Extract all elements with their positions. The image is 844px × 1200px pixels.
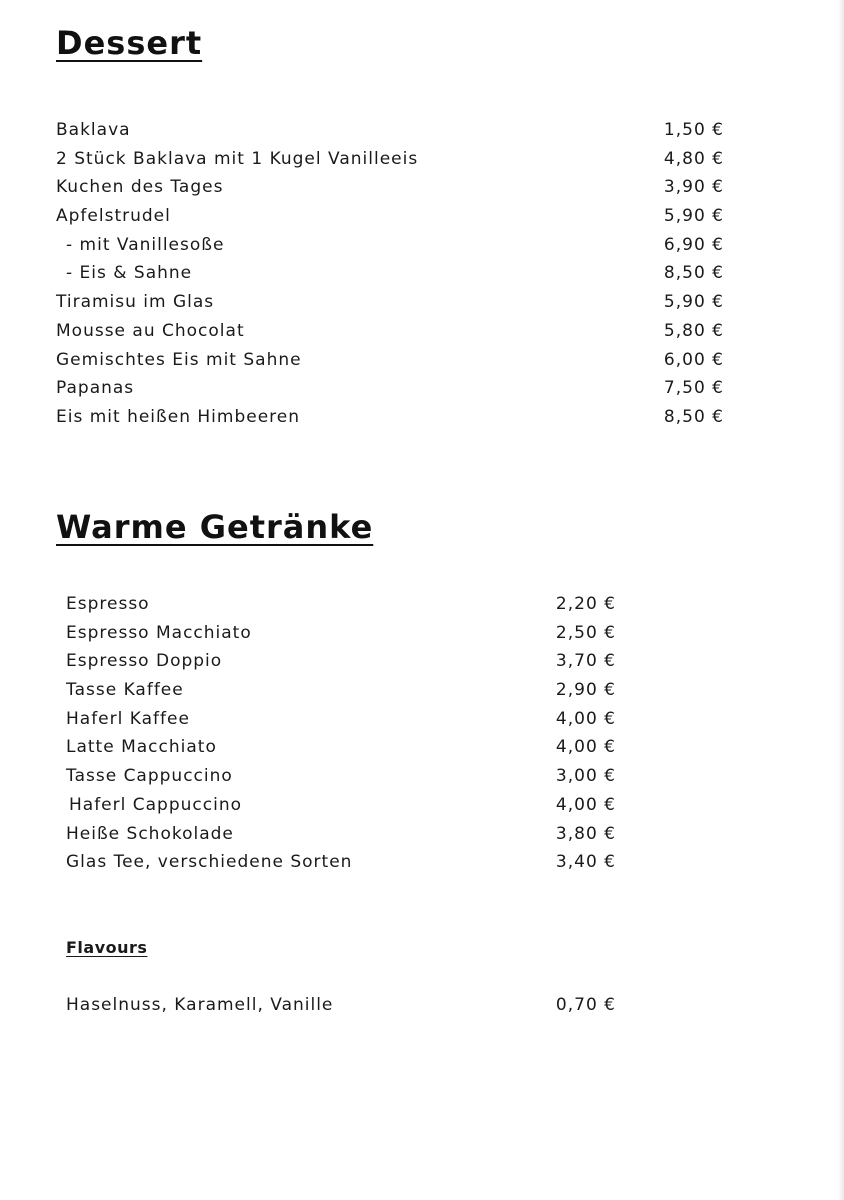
menu-item-latte-macchiato xyxy=(66,737,616,766)
item-price: 5,90 € xyxy=(663,292,724,313)
item-price: 1,50 € xyxy=(663,120,724,140)
menu-item-espresso xyxy=(66,594,616,623)
item-name: Haferl Kaffee xyxy=(66,708,190,729)
item-price: 7,50 € xyxy=(663,378,724,399)
item-name: Apfelstrudel xyxy=(56,206,171,227)
item-name: Tasse Cappuccino xyxy=(66,766,233,787)
item-price: 6,90 € xyxy=(663,234,724,255)
item-price: 3,40 € xyxy=(555,852,616,873)
item-name: Mousse au Chocolat xyxy=(56,320,245,341)
item-price: 3,00 € xyxy=(555,766,616,787)
menu-item-baklava xyxy=(56,120,724,149)
item-name: Heiße Schokolade xyxy=(66,823,234,844)
menu-item-tasse-kaffee xyxy=(66,680,616,709)
menu-item-kuchen-des-tages xyxy=(56,177,724,206)
item-price: 5,80 € xyxy=(663,320,724,341)
flavours-list xyxy=(66,995,616,1024)
item-price: 4,00 € xyxy=(555,794,616,815)
flavours-heading: Flavours xyxy=(66,938,148,957)
warm-drinks-list xyxy=(66,594,616,881)
item-price: 2,50 € xyxy=(555,622,616,643)
item-price: 0,70 € xyxy=(555,995,616,1015)
menu-item-papanas xyxy=(56,378,724,407)
item-name: Papanas xyxy=(56,378,135,399)
menu-item-glas-tee xyxy=(66,852,616,881)
item-name: Tasse Kaffee xyxy=(66,680,184,701)
item-price: 3,90 € xyxy=(663,177,724,198)
menu-item-tasse-cappuccino xyxy=(66,766,616,795)
menu-item-haferl-cappuccino xyxy=(66,795,616,824)
item-price: 4,00 € xyxy=(555,708,616,729)
menu-item-espresso-macchiato xyxy=(66,623,616,652)
item-name: Gemischtes Eis mit Sahne xyxy=(56,349,302,370)
menu-item-haferl-kaffee xyxy=(66,709,616,738)
item-name: - Eis & Sahne xyxy=(66,263,193,284)
item-name: Baklava xyxy=(56,120,131,140)
menu-item-tiramisu xyxy=(56,292,724,321)
item-price: 2,20 € xyxy=(555,594,616,614)
item-name: Glas Tee, verschiedene Sorten xyxy=(66,852,353,873)
item-price: 3,80 € xyxy=(555,823,616,844)
item-price: 2,90 € xyxy=(555,680,616,701)
item-name: Espresso Macchiato xyxy=(66,622,252,643)
item-name: Kuchen des Tages xyxy=(56,177,224,198)
item-price: 4,00 € xyxy=(555,737,616,758)
warm-drinks-heading: Warme Getränke xyxy=(56,508,374,546)
menu-item-heisse-schokolade xyxy=(66,824,616,853)
item-price: 4,80 € xyxy=(663,148,724,169)
item-name: Espresso Doppio xyxy=(66,651,223,672)
item-price: 8,50 € xyxy=(663,406,724,427)
item-name: Haferl Cappuccino xyxy=(69,794,242,815)
menu-item-apfelstrudel xyxy=(56,206,724,235)
menu-item-baklava-vanilleeis xyxy=(56,149,724,178)
item-name: Eis mit heißen Himbeeren xyxy=(56,406,301,427)
item-name: Latte Macchiato xyxy=(66,737,217,758)
menu-item-mousse-au-chocolat xyxy=(56,321,724,350)
menu-item-flavours xyxy=(66,995,616,1024)
item-price: 8,50 € xyxy=(663,263,724,284)
menu-item-apfelstrudel-vanillesosse xyxy=(56,235,724,264)
dessert-heading: Dessert xyxy=(56,24,203,62)
page-edge-shadow xyxy=(838,0,844,1200)
item-name: Haselnuss, Karamell, Vanille xyxy=(66,995,334,1015)
item-name: Espresso xyxy=(66,594,150,614)
item-name: 2 Stück Baklava mit 1 Kugel Vanilleeis xyxy=(56,148,419,169)
menu-item-apfelstrudel-eis-sahne xyxy=(56,263,724,292)
menu-item-gemischtes-eis xyxy=(56,350,724,379)
menu-item-espresso-doppio xyxy=(66,651,616,680)
dessert-list xyxy=(56,120,724,436)
item-price: 3,70 € xyxy=(555,651,616,672)
item-name: Tiramisu im Glas xyxy=(56,292,215,313)
menu-item-eis-himbeeren xyxy=(56,407,724,436)
item-price: 5,90 € xyxy=(663,206,724,227)
item-name: - mit Vanillesoße xyxy=(66,234,225,255)
item-price: 6,00 € xyxy=(663,349,724,370)
